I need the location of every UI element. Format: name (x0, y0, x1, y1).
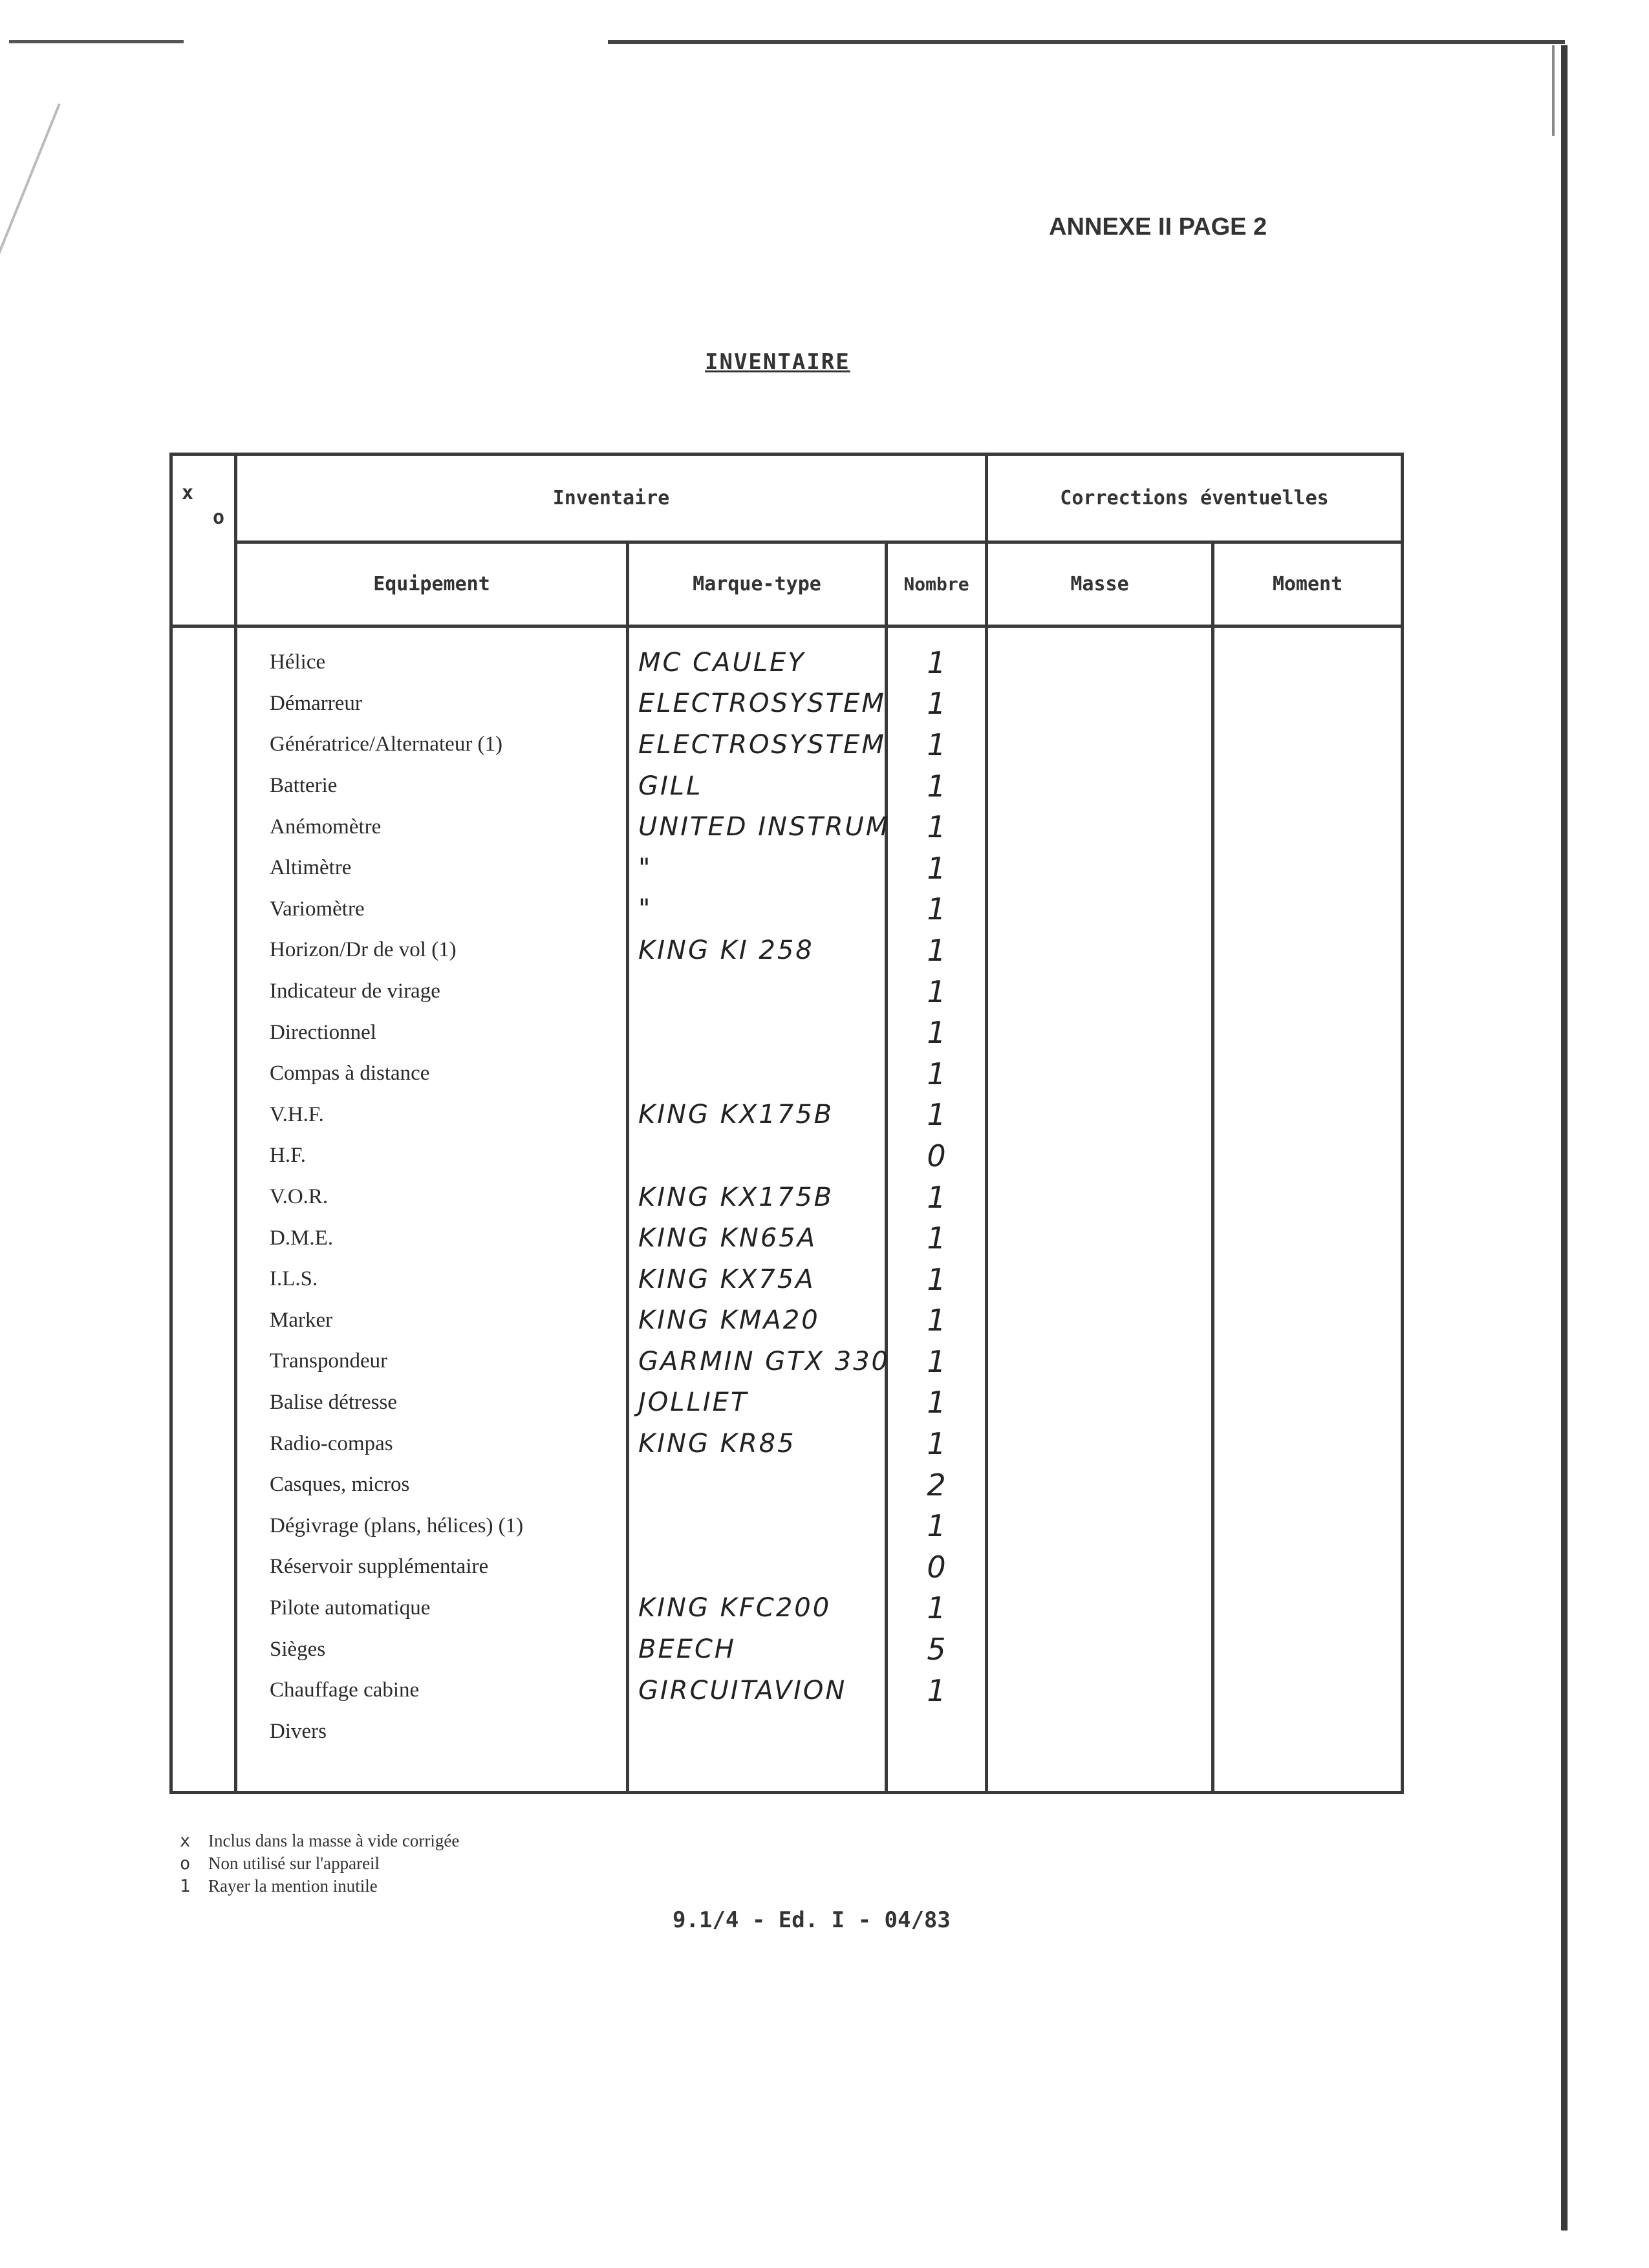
quantity-entry: 1 (927, 850, 946, 886)
quantity-entry: 1 (927, 1426, 946, 1462)
equipment-label: Réservoir supplémentaire (270, 1555, 489, 1579)
brand-type-entry: KING KX175B (638, 1182, 834, 1212)
mark-column-header (171, 455, 236, 626)
brand-type-entry (629, 1546, 885, 1588)
masse-column (987, 626, 1213, 1793)
quantity-entry (888, 1711, 985, 1752)
brand-type-entry (629, 1464, 885, 1506)
brand-type-entry: KING KR85 (638, 1429, 796, 1459)
equipment-label: V.O.R. (270, 1185, 329, 1209)
brand-type-entry: GARMIN GTX 330 (638, 1346, 890, 1376)
equipment-label: Divers (270, 1719, 327, 1743)
group-header-inventaire: Inventaire (236, 455, 987, 542)
quantity-entry: 1 (927, 1673, 946, 1708)
column-header-moment: Moment (1213, 542, 1403, 626)
equipment-label: Génératrice/Alternateur (1) (270, 733, 503, 756)
legend (180, 1830, 459, 1898)
scan-border-right-inner (1552, 45, 1555, 136)
equipment-label: Batterie (270, 774, 338, 798)
column-header-nombre: Nombre (887, 542, 987, 626)
group-header-corrections: Corrections éventuelles (987, 455, 1403, 542)
quantity-entry: 0 (927, 1549, 946, 1585)
quantity-entry: 1 (927, 1508, 946, 1544)
brand-type-entry (629, 1711, 885, 1752)
quantity-entry: 1 (927, 645, 946, 680)
legend-symbol: 1 (180, 1876, 191, 1896)
brand-type-entry (629, 1505, 885, 1546)
brand-type-entry: KING KN65A (638, 1223, 817, 1254)
brand-type-entry: ELECTROSYSTEM (638, 729, 886, 760)
brand-type-entry (629, 1053, 885, 1095)
equipment-label: Dégivrage (plans, hélices) (1) (270, 1514, 524, 1537)
brand-type-entry: JOLLIET (638, 1387, 749, 1418)
moment-column (1213, 626, 1403, 1793)
brand-type-entry: " (638, 894, 652, 925)
brand-type-entry: " (638, 853, 652, 883)
legend-text: Inclus dans la masse à vide corrigée (208, 1831, 460, 1850)
equipment-label: Démarreur (270, 691, 362, 715)
quantity-entry: 0 (927, 1138, 946, 1173)
brand-type-entry (629, 971, 885, 1012)
quantity-entry: 1 (927, 686, 946, 722)
legend-item (180, 1875, 459, 1898)
legend-item (180, 1852, 459, 1875)
mark-column-body (171, 626, 236, 1793)
equipment-label: Anémomètre (270, 815, 382, 839)
quantity-entry: 2 (927, 1467, 946, 1503)
equipment-label: Directionnel (270, 1020, 376, 1044)
quantity-entry: 1 (927, 892, 946, 927)
brand-type-entry: ELECTROSYSTEM (638, 689, 886, 719)
equipment-label: D.M.E. (270, 1226, 334, 1250)
page-title: INVENTAIRE (705, 349, 850, 375)
quantity-entry: 1 (927, 1590, 946, 1626)
quantity-entry: 5 (927, 1632, 946, 1667)
column-header-equipement: Equipement (236, 542, 628, 626)
legend-item (180, 1830, 459, 1852)
brand-type-entry: BEECH (638, 1634, 736, 1665)
brand-type-entry (629, 1135, 885, 1177)
scan-fold-line (0, 103, 61, 416)
quantity-entry: 1 (927, 1056, 946, 1091)
equipment-label: V.H.F. (270, 1102, 324, 1126)
quantity-entry: 1 (927, 1261, 946, 1297)
equipment-label: Pilote automatique (270, 1596, 431, 1620)
mark-o: o (213, 506, 225, 529)
equipment-label: Radio-compas (270, 1431, 393, 1455)
quantity-entry: 1 (927, 1343, 946, 1379)
quantity-entry: 1 (927, 1303, 946, 1338)
brand-type-entry: KING KMA20 (638, 1305, 820, 1336)
document-reference: 9.1/4 - Ed. I - 04/83 (673, 1907, 951, 1933)
quantity-entry: 1 (927, 768, 946, 804)
nombre-column (887, 626, 987, 1793)
brand-type-entry: GILL (638, 771, 703, 801)
legend-text: Non utilisé sur l'appareil (208, 1854, 380, 1873)
brand-type-entry: UNITED INSTRUM (638, 812, 890, 842)
brand-type-entry (629, 1012, 885, 1053)
equipement-column (236, 626, 628, 1793)
scan-border-right (1561, 45, 1568, 2231)
quantity-entry: 1 (927, 1221, 946, 1256)
inventory-table (169, 453, 1404, 1794)
quantity-entry: 1 (927, 1179, 946, 1215)
equipment-label: Balise détresse (270, 1390, 398, 1414)
scan-border-top-left (9, 40, 184, 43)
equipment-label: Marker (270, 1308, 333, 1332)
equipment-label: Transpondeur (270, 1349, 388, 1373)
quantity-entry: 1 (927, 1097, 946, 1133)
equipment-label: Variomètre (270, 897, 365, 921)
annexe-label: ANNEXE II PAGE 2 (1049, 213, 1267, 241)
brand-type-entry: KING KI 258 (638, 935, 814, 965)
quantity-entry: 1 (927, 974, 946, 1009)
brand-type-entry: GIRCUITAVION (638, 1675, 847, 1706)
marque-column (628, 626, 890, 1793)
equipment-label: H.F. (270, 1144, 307, 1168)
brand-type-entry: KING KX175B (638, 1100, 834, 1130)
quantity-entry: 1 (927, 1015, 946, 1051)
brand-type-entry: KING KFC200 (638, 1593, 832, 1623)
quantity-entry: 1 (927, 1385, 946, 1420)
brand-type-entry: MC CAULEY (638, 647, 806, 678)
equipment-label: I.L.S. (270, 1267, 318, 1291)
column-header-masse: Masse (987, 542, 1213, 626)
equipment-label: Indicateur de virage (270, 979, 440, 1003)
legend-symbol: x (180, 1831, 191, 1851)
mark-x: x (182, 482, 194, 504)
equipment-label: Hélice (270, 650, 326, 674)
equipment-label: Horizon/Dr de vol (1) (270, 938, 457, 962)
legend-text: Rayer la mention inutile (208, 1876, 378, 1896)
quantity-entry: 1 (927, 727, 946, 762)
scan-border-top (608, 40, 1565, 44)
legend-symbol: o (180, 1854, 191, 1874)
quantity-entry: 1 (927, 932, 946, 968)
equipment-label: Casques, micros (270, 1473, 410, 1497)
equipment-label: Chauffage cabine (270, 1678, 420, 1702)
quantity-entry: 1 (927, 809, 946, 845)
equipment-label: Altimètre (270, 856, 352, 880)
equipment-label: Sièges (270, 1637, 326, 1661)
brand-type-entry: KING KX75A (638, 1264, 815, 1294)
column-header-marque: Marque-type (628, 542, 887, 626)
equipment-label: Compas à distance (270, 1062, 430, 1086)
